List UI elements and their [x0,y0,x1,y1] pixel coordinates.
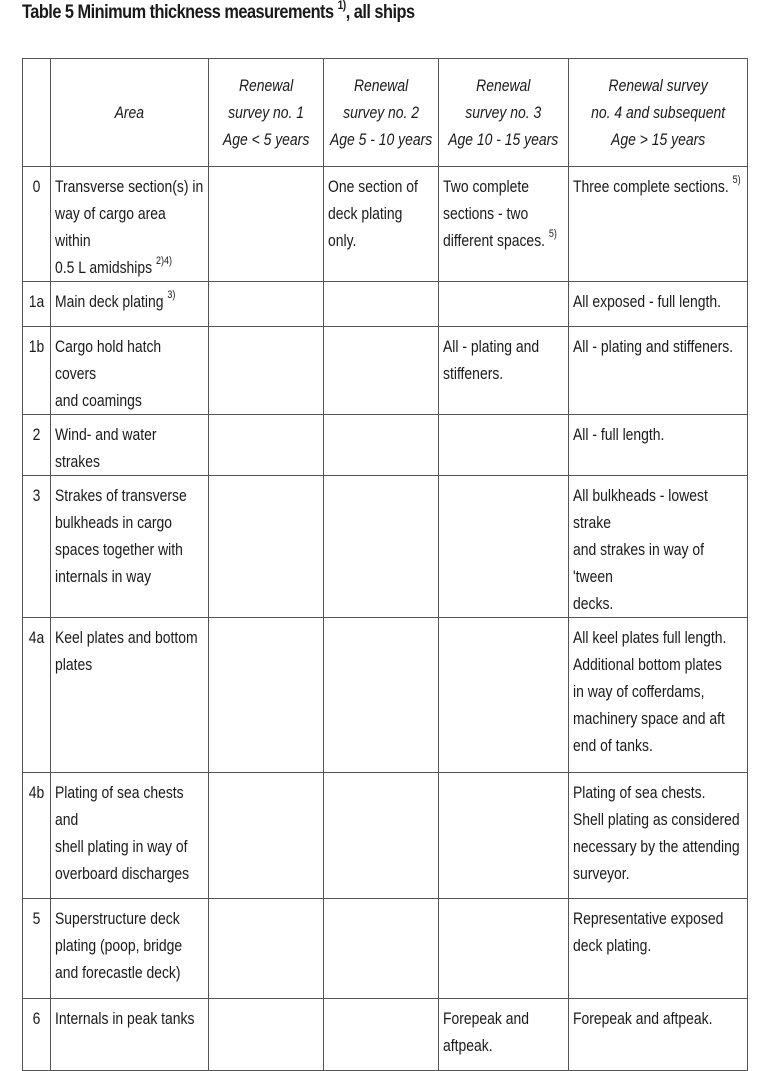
survey-3-cell: Forepeak and aftpeak. [439,999,569,1071]
row-number: 4a [23,618,51,773]
survey-2-cell [324,476,439,618]
survey-3-cell [439,415,569,476]
header-survey-1: Renewal survey no. 1 Age < 5 years [209,59,324,167]
footnote-marker: 2)4) [156,255,173,268]
table-title-text: Table 5 Minimum thickness measurements [22,2,334,23]
footnote-marker: 5) [548,228,557,241]
survey-2-cell: One section of deck plating only. [324,167,439,282]
row-number: 0 [23,167,51,282]
row-number: 2 [23,415,51,476]
area-cell: Wind- and water strakes [51,415,209,476]
area-cell: Internals in peak tanks [51,999,209,1071]
survey-4-cell: All keel plates full length. Additional bottom plates in way of cofferdams, machinery space and aft end of tanks. [569,618,748,773]
area-cell: Keel plates and bottom plates [51,618,209,773]
survey-3-cell [439,899,569,999]
header-survey-2: Renewal survey no. 2 Age 5 - 10 years [324,59,439,167]
survey-2-cell [324,618,439,773]
survey-4-cell: All bulkheads - lowest strake and strakes in way of 'tween decks. [569,476,748,618]
survey-1-cell [209,773,324,899]
thickness-table [22,58,748,1071]
survey-4-cell: All exposed - full length. [569,282,748,327]
area-cell: Transverse section(s) in way of cargo area within 0.5 L amidships $^{2)4)}$ [51,167,209,282]
survey-3-cell [439,282,569,327]
title-footnote-marker: 1) [337,0,346,12]
header-number [23,59,51,167]
survey-1-cell [209,899,324,999]
survey-3-cell: Two complete sections - two different spaces. $^{5)}$ [439,167,569,282]
table-row [23,167,748,282]
row-number: 3 [23,476,51,618]
area-cell: Cargo hold hatch covers and coamings [51,327,209,415]
survey-2-cell [324,415,439,476]
survey-4-cell: Three complete sections. $^{5)}$ [569,167,748,282]
survey-1-cell [209,327,324,415]
survey-1-cell [209,476,324,618]
area-cell: Main deck plating $^{3)}$ [51,282,209,327]
survey-3-cell [439,773,569,899]
survey-4-cell: Plating of sea chests. Shell plating as considered necessary by the attending surveyor. [569,773,748,899]
footnote-marker: 5) [732,174,741,187]
table-row [23,327,748,415]
area-cell: Superstructure deck plating (poop, bridge and forecastle deck) [51,899,209,999]
row-number: 6 [23,999,51,1071]
survey-4-cell: Forepeak and aftpeak. [569,999,748,1071]
header-survey-3: Renewal survey no. 3 Age 10 - 15 years [439,59,569,167]
table-row [23,773,748,899]
survey-2-cell [324,899,439,999]
table-row [23,999,748,1071]
table-title [22,2,415,24]
table-row [23,415,748,476]
table-row [23,899,748,999]
row-number: 1a [23,282,51,327]
survey-1-cell [209,167,324,282]
survey-1-cell [209,618,324,773]
row-number: 1b [23,327,51,415]
row-number: 5 [23,899,51,999]
footnote-marker: 3) [167,289,176,302]
survey-2-cell [324,282,439,327]
survey-4-cell: All - plating and stiffeners. [569,327,748,415]
table-row [23,476,748,618]
table-title-suffix: , all ships [345,2,415,23]
survey-1-cell [209,999,324,1071]
survey-3-cell [439,476,569,618]
survey-1-cell [209,415,324,476]
row-number: 4b [23,773,51,899]
header-area: Area [51,59,209,167]
survey-4-cell: Representative exposed deck plating. [569,899,748,999]
survey-2-cell [324,999,439,1071]
table-row [23,282,748,327]
survey-2-cell [324,773,439,899]
header-row [23,59,748,167]
area-cell: Plating of sea chests and shell plating in way of overboard discharges [51,773,209,899]
survey-3-cell: All - plating and stiffeners. [439,327,569,415]
table-body [23,167,748,1071]
table-row [23,618,748,773]
area-cell: Strakes of transverse bulkheads in cargo spaces together with internals in way [51,476,209,618]
survey-1-cell [209,282,324,327]
survey-2-cell [324,327,439,415]
survey-3-cell [439,618,569,773]
survey-4-cell: All - full length. [569,415,748,476]
header-survey-4: Renewal survey no. 4 and subsequent Age > 15 years [569,59,748,167]
